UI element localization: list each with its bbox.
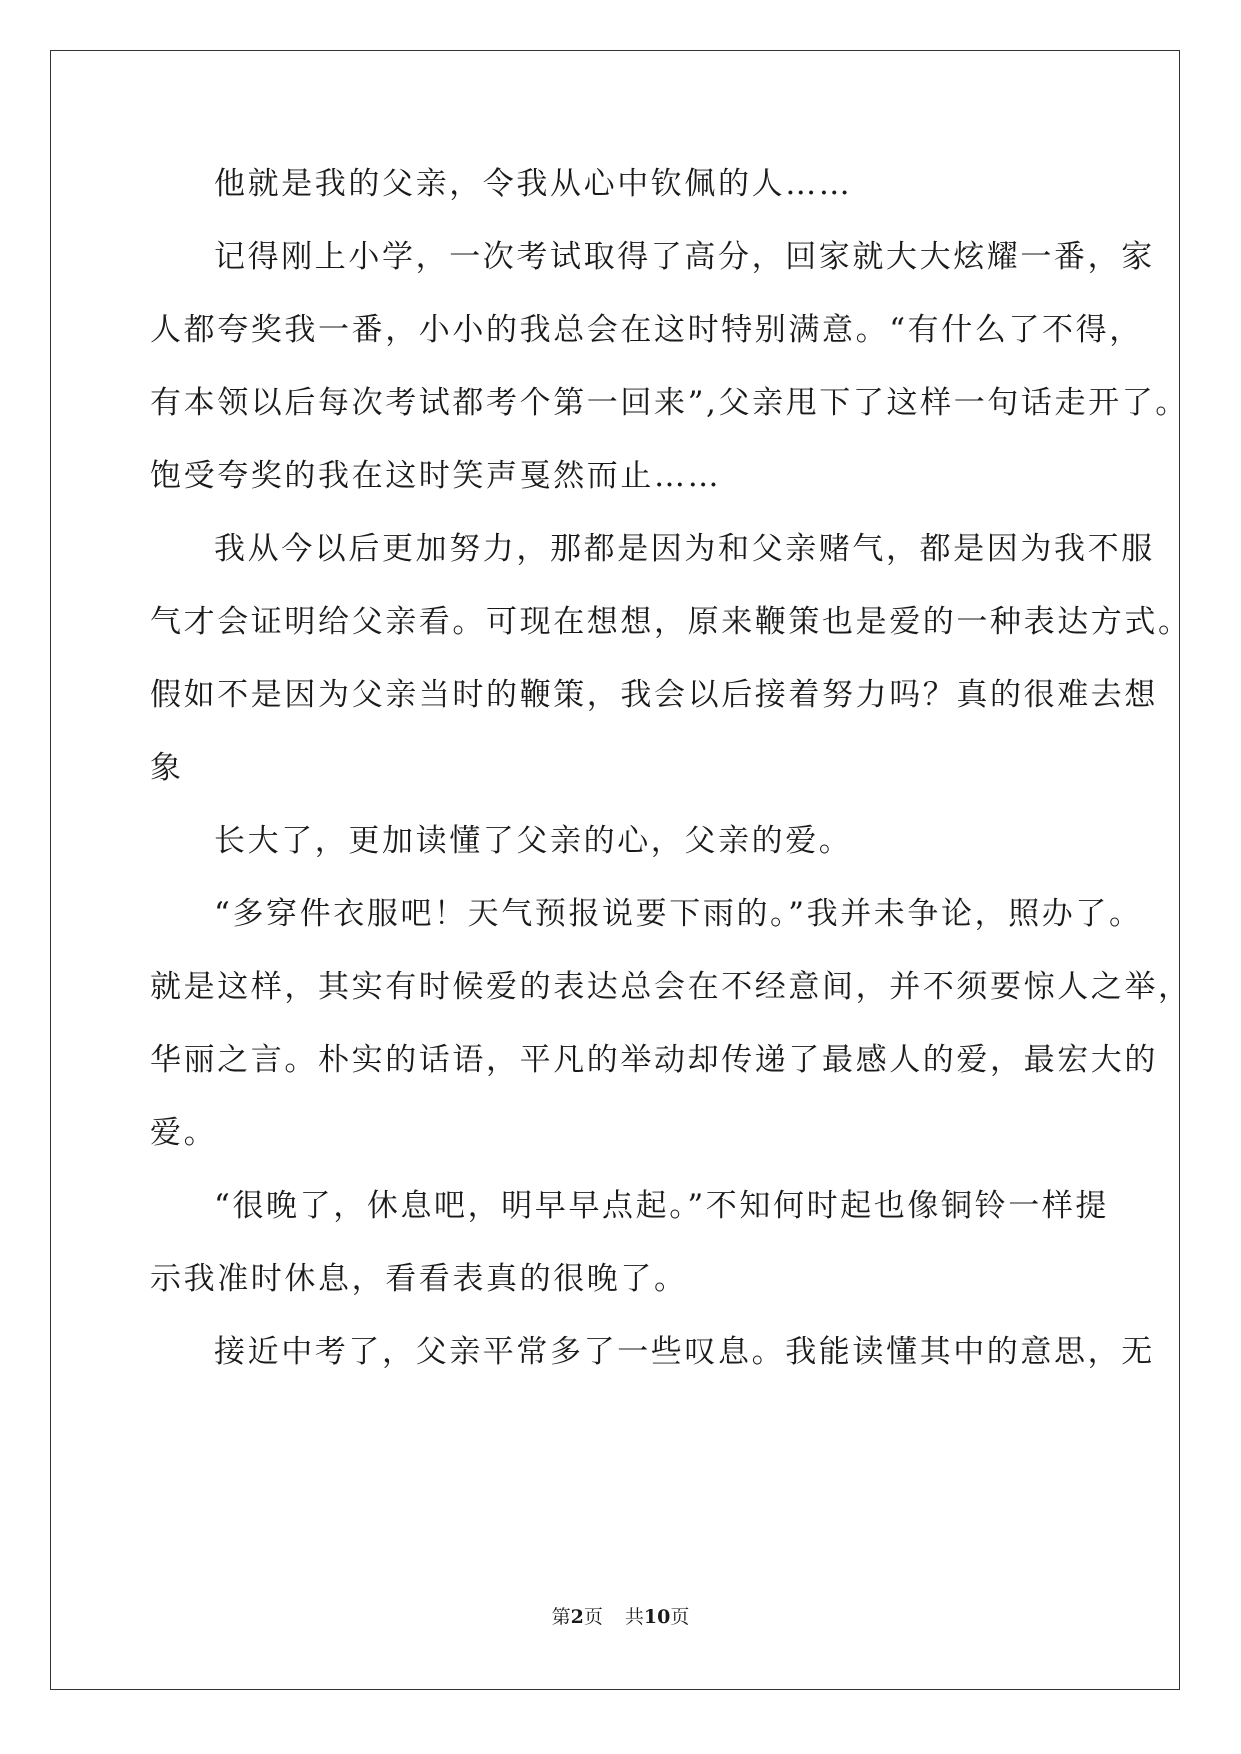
paragraph-line: 接近中考了，父亲平常多了一些叹息。我能读懂其中的意思，无 xyxy=(214,1334,1155,1370)
page-prefix: 第 xyxy=(551,1606,571,1628)
total-suffix: 页 xyxy=(670,1606,690,1628)
paragraph-line: 饱受夸奖的我在这时笑声戛然而止…… xyxy=(150,458,722,494)
paragraph-line: 长大了，更加读懂了父亲的心，父亲的爱。 xyxy=(214,823,853,859)
paragraph-line: “很晚了，休息吧，明早早点起。”不知何时起也像铜铃一样提 xyxy=(214,1188,1109,1224)
paragraph-line: 爱。 xyxy=(150,1115,218,1151)
paragraph-line: 他就是我的父亲，令我从心中钦佩的人…… xyxy=(214,166,853,202)
paragraph-line: 示我准时休息，看看表真的很晚了。 xyxy=(150,1261,688,1297)
paragraph-line: 华丽之言。朴实的话语，平凡的举动却传递了最感人的爱，最宏大的 xyxy=(150,1042,1158,1078)
page-number: 2 xyxy=(570,1606,584,1628)
paragraph-line: “多穿件衣服吧！天气预报说要下雨的。”我并未争论，照办了。 xyxy=(214,896,1143,932)
paragraph-line: 气才会证明给父亲看。可现在想想，原来鞭策也是爱的一种表达方式。 xyxy=(150,604,1192,640)
paragraph-line: 记得刚上小学，一次考试取得了高分，回家就大大炫耀一番，家 xyxy=(214,239,1155,275)
paragraph-line: 象 xyxy=(150,750,184,786)
paragraph-line: 假如不是因为父亲当时的鞭策，我会以后接着努力吗？真的很难去想 xyxy=(150,677,1158,713)
page-border xyxy=(50,50,1192,1690)
paragraph-line: 就是这样，其实有时候爱的表达总会在不经意间，并不须要惊人之举， xyxy=(150,969,1192,1005)
paragraph-line: 有本领以后每次考试都考个第一回来”,父亲甩下了这样一句话走开了。 xyxy=(150,385,1189,421)
total-prefix: 共 xyxy=(624,1606,644,1628)
page-suffix: 页 xyxy=(583,1606,603,1628)
page-footer xyxy=(0,1605,1241,1629)
paragraph-line: 我从今以后更加努力，那都是因为和父亲赌气，都是因为我不服 xyxy=(214,531,1155,567)
paragraph-line: 人都夸奖我一番，小小的我总会在这时特别满意。“有什么了不得， xyxy=(150,312,1143,348)
total-pages: 10 xyxy=(643,1606,671,1628)
